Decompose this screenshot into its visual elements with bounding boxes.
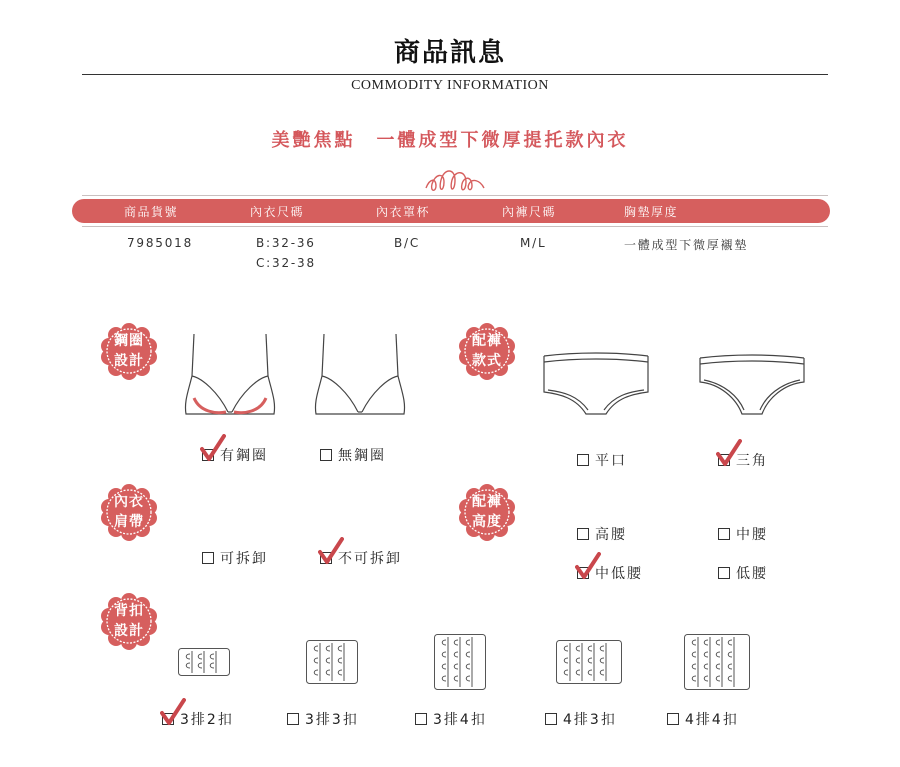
- checkbox-brief[interactable]: [718, 454, 730, 466]
- product-name: 美艷焦點 一體成型下微厚提托款內衣: [271, 130, 629, 151]
- title-rule: [82, 74, 828, 75]
- option-label: 3排3扣: [305, 712, 359, 728]
- option-3-rows-2-hooks[interactable]: [162, 709, 234, 729]
- option-has-wire[interactable]: [202, 445, 268, 465]
- badge-wire-design: [100, 322, 158, 380]
- badge-line: 配褲: [472, 494, 502, 510]
- underwire-bra-icon: [178, 332, 282, 418]
- page-subtitle: COMMODITY INFORMATION: [351, 78, 549, 93]
- badge-line: 配褲: [472, 333, 502, 349]
- cell-cup: B/C: [394, 236, 421, 250]
- checkmark-icon: [200, 434, 226, 462]
- badge-panty-style: [458, 322, 516, 380]
- badge-back-clasp: [100, 592, 158, 650]
- badge-line: 肩帶: [114, 514, 144, 530]
- checkmark-icon: [318, 537, 344, 565]
- checkbox-3-rows-2-hooks[interactable]: [162, 713, 174, 725]
- hook-eye-icon: [178, 648, 230, 676]
- badge-line: 款式: [472, 353, 502, 369]
- hook-eye-icon: [684, 634, 750, 690]
- checkmark-icon: [575, 552, 601, 580]
- cell-pad: 一體成型下微厚襯墊: [624, 238, 749, 252]
- column-header-item-no: 商品貨號: [124, 205, 179, 219]
- option-label: 3排4扣: [433, 712, 487, 728]
- option-mid-waist[interactable]: [718, 524, 768, 544]
- cell-bra-size-b: B:32-36: [256, 236, 316, 250]
- checkbox-detachable-strap[interactable]: [202, 552, 214, 564]
- checkbox-4-rows-4-hooks[interactable]: [667, 713, 679, 725]
- checkbox-4-rows-3-hooks[interactable]: [545, 713, 557, 725]
- option-low-waist[interactable]: [718, 563, 768, 583]
- option-3-rows-3-hooks[interactable]: [287, 709, 359, 729]
- option-label: 三角: [736, 453, 768, 469]
- column-header-bra-size: 內衣尺碼: [250, 205, 305, 219]
- option-high-waist[interactable]: [577, 524, 627, 544]
- option-label: 有鋼圈: [220, 448, 268, 464]
- option-label: 3排2扣: [180, 712, 234, 728]
- option-fixed-strap[interactable]: [320, 548, 402, 568]
- hook-eye-icon: [434, 634, 486, 690]
- column-header-panty-size: 內褲尺碼: [502, 205, 557, 219]
- option-label: 可拆卸: [220, 551, 268, 567]
- option-mid-low-waist[interactable]: [577, 563, 643, 583]
- option-3-rows-4-hooks[interactable]: [415, 709, 487, 729]
- checkbox-fixed-strap[interactable]: [320, 552, 332, 564]
- checkbox-3-rows-4-hooks[interactable]: [415, 713, 427, 725]
- option-4-rows-4-hooks[interactable]: [667, 709, 739, 729]
- checkbox-boyshort[interactable]: [577, 454, 589, 466]
- option-no-wire[interactable]: [320, 445, 386, 465]
- option-label: 中低腰: [595, 566, 643, 582]
- option-label: 4排4扣: [685, 712, 739, 728]
- checkbox-has-wire[interactable]: [202, 449, 214, 461]
- option-brief[interactable]: [718, 450, 768, 470]
- badge-line: 鋼圈: [114, 333, 144, 349]
- badge-line: 高度: [472, 514, 502, 530]
- cell-item-no: 7985018: [127, 236, 194, 250]
- page-title: 商品訊息: [393, 38, 506, 68]
- table-header-band: [72, 199, 830, 223]
- option-label: 低腰: [736, 566, 768, 582]
- option-label: 高腰: [595, 527, 627, 543]
- checkbox-mid-low-waist[interactable]: [577, 567, 589, 579]
- checkbox-low-waist[interactable]: [718, 567, 730, 579]
- checkbox-high-waist[interactable]: [577, 528, 589, 540]
- wireless-bra-icon: [308, 332, 412, 418]
- badge-strap: [100, 483, 158, 541]
- cell-bra-size-c: C:32-38: [256, 256, 316, 270]
- badge-line: 設計: [114, 623, 144, 639]
- option-label: 無鋼圈: [338, 448, 386, 464]
- option-label: 平口: [595, 453, 627, 469]
- checkmark-icon: [716, 439, 742, 467]
- brief-panty-icon: [696, 354, 808, 418]
- column-header-cup: 內衣罩杯: [376, 205, 431, 219]
- option-label: 中腰: [736, 527, 768, 543]
- badge-line: 背扣: [114, 603, 144, 619]
- cell-panty-size: M/L: [520, 236, 547, 250]
- decorative-loops-icon: [422, 168, 488, 194]
- option-detachable-strap[interactable]: [202, 548, 268, 568]
- badge-line: 內衣: [114, 494, 144, 510]
- option-label: 不可拆卸: [338, 551, 402, 567]
- table-rule-top: [82, 195, 828, 196]
- option-label: 4排3扣: [563, 712, 617, 728]
- checkbox-mid-waist[interactable]: [718, 528, 730, 540]
- checkmark-icon: [160, 698, 186, 726]
- checkbox-3-rows-3-hooks[interactable]: [287, 713, 299, 725]
- hook-eye-icon: [556, 640, 622, 684]
- hook-eye-icon: [306, 640, 358, 684]
- option-4-rows-3-hooks[interactable]: [545, 709, 617, 729]
- boyshort-panty-icon: [540, 352, 652, 418]
- option-boyshort[interactable]: [577, 450, 627, 470]
- table-rule-bottom: [82, 226, 828, 227]
- badge-line: 設計: [114, 353, 144, 369]
- checkbox-no-wire[interactable]: [320, 449, 332, 461]
- badge-panty-height: [458, 483, 516, 541]
- column-header-pad: 胸墊厚度: [624, 205, 679, 219]
